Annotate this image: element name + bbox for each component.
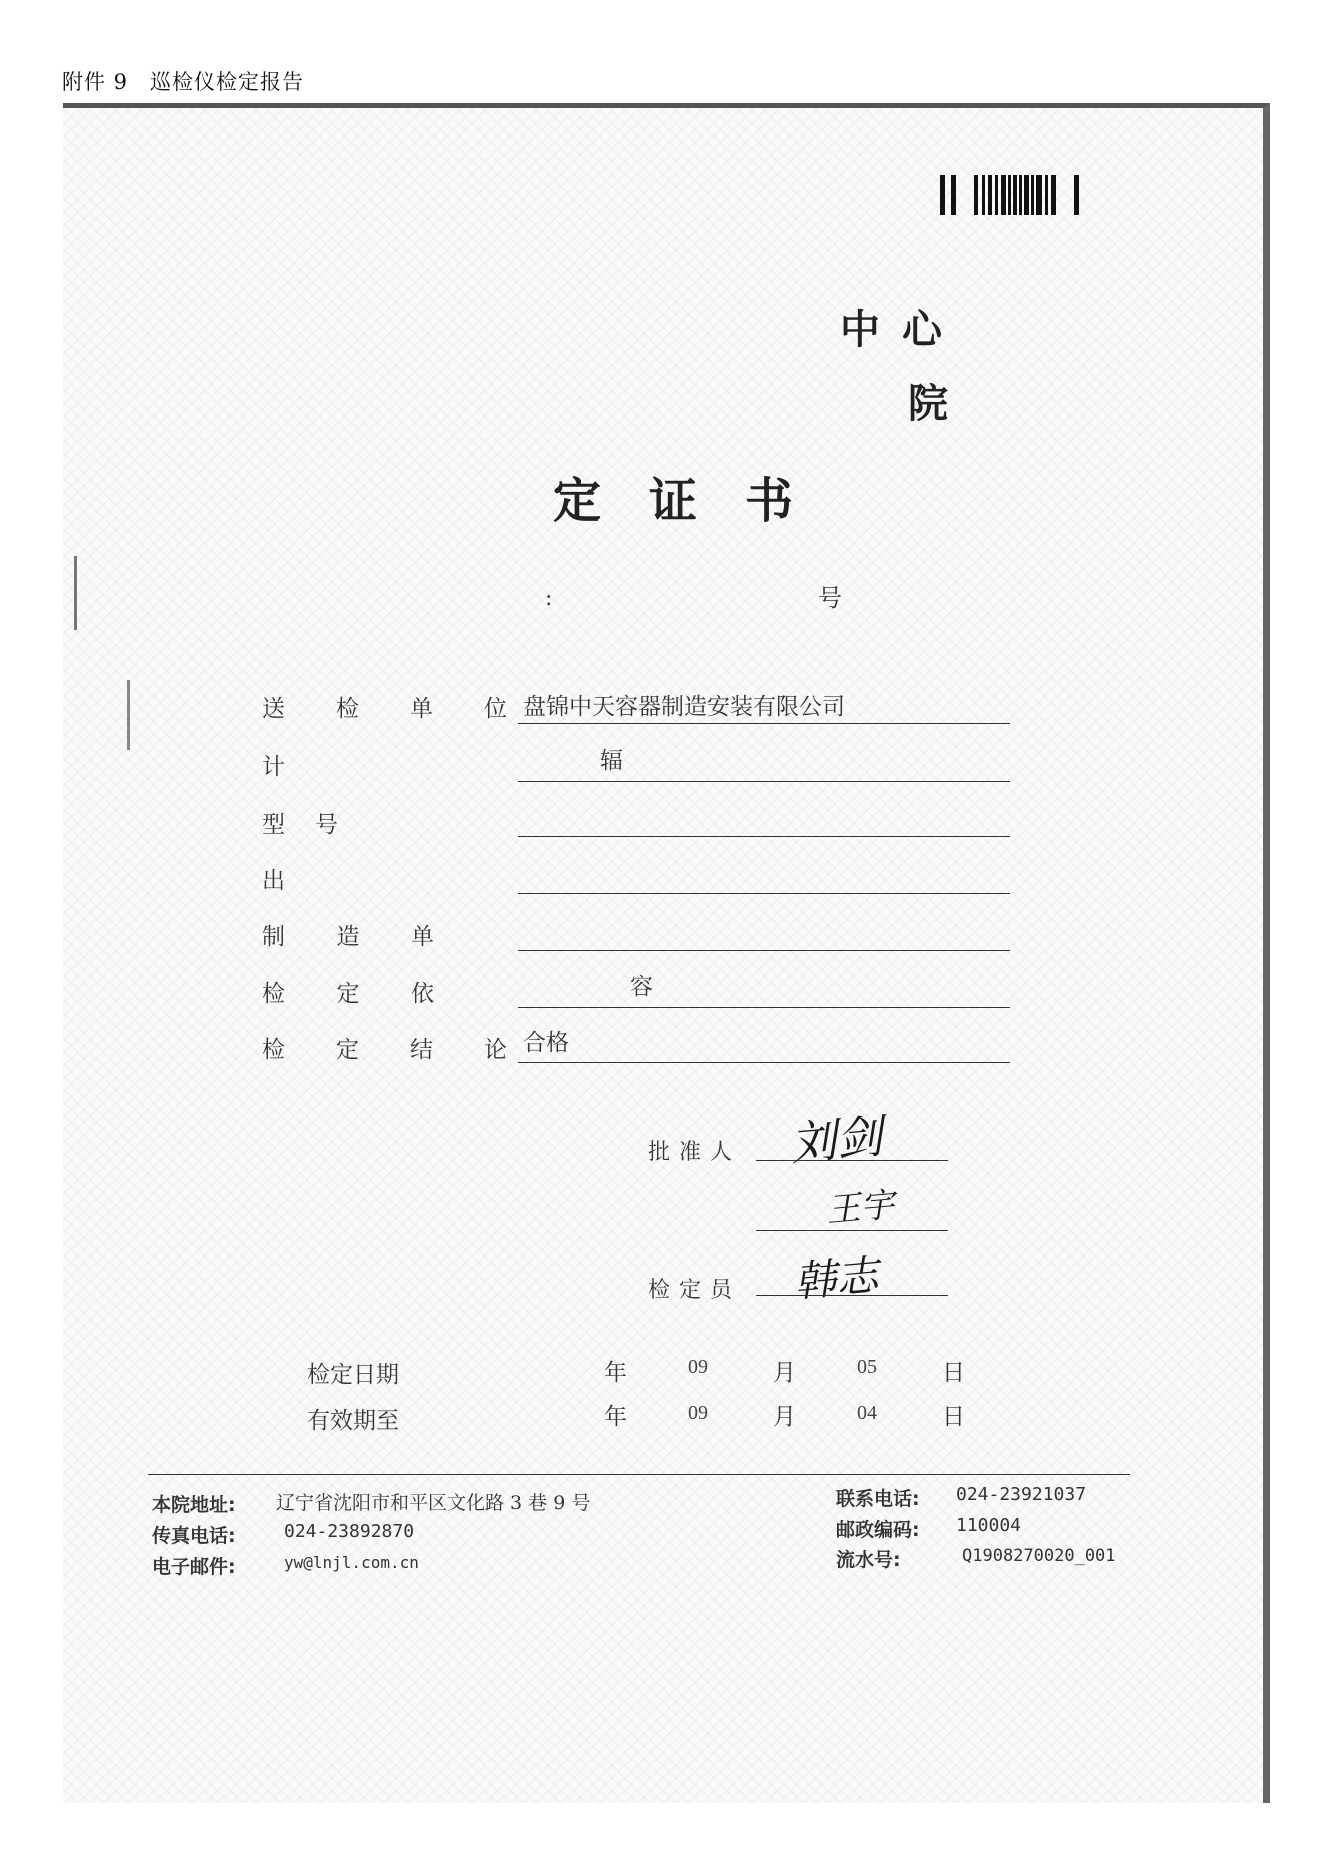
label-char: 送 <box>262 696 285 722</box>
field-underline <box>518 950 1010 951</box>
label-char: 检 <box>262 981 285 1007</box>
fax-label: 传真电话: <box>152 1525 236 1547</box>
signature-underline <box>756 1295 948 1296</box>
field-value-conclusion: 合格 <box>523 1030 569 1056</box>
certificate-number-colon: : <box>545 586 553 611</box>
issuer-name-line2: 院 <box>908 381 948 427</box>
certificate-number-suffix: 号 <box>818 584 842 612</box>
field-label-model <box>262 806 507 839</box>
address-value: 辽宁省沈阳市和平区文化路 3 巷 9 号 <box>276 1492 591 1514</box>
barcode-bar <box>1019 175 1022 215</box>
barcode-bar <box>940 175 945 215</box>
label-char: 号 <box>315 812 338 838</box>
barcode-bar <box>1024 175 1029 215</box>
serial-value: Q1908270020_001 <box>962 1546 1116 1566</box>
verification-date-label: 检定日期 <box>307 1362 399 1388</box>
barcode-bar <box>1008 175 1011 215</box>
barcode-bar <box>1036 175 1042 215</box>
barcode-bar <box>988 175 992 215</box>
field-label-manufacturer <box>262 918 434 951</box>
verification-date-year-unit: 年 <box>604 1360 627 1386</box>
field-label-instrument: 计 <box>262 754 285 780</box>
barcode-bar <box>1001 175 1006 215</box>
field-value-instrument: 辐 <box>600 748 623 774</box>
email-value: yw@lnjl.com.cn <box>284 1553 419 1572</box>
label-char: 论 <box>484 1037 507 1063</box>
barcode-bar <box>1031 175 1034 215</box>
label-char: 单 <box>410 696 433 722</box>
field-underline <box>518 836 1010 837</box>
field-label-conclusion <box>262 1031 507 1064</box>
phone-label: 联系电话: <box>836 1488 920 1510</box>
barcode-bar <box>1074 175 1079 215</box>
field-underline <box>518 1062 1010 1063</box>
signature-underline <box>756 1230 948 1231</box>
label-char: 型 <box>262 812 285 838</box>
label-char: 结 <box>410 1037 433 1063</box>
verifier-signature: 韩志 <box>792 1250 881 1307</box>
barcode-bar <box>951 175 956 215</box>
footer-rule <box>148 1474 1130 1475</box>
label-char: 单 <box>411 924 434 950</box>
label-char: 定 <box>336 981 360 1007</box>
label-char: 制 <box>262 924 285 950</box>
document-caption: 附件 9 巡检仪检定报告 <box>62 70 305 94</box>
postcode-value: 110004 <box>956 1515 1022 1536</box>
field-underline <box>518 723 1010 724</box>
valid-until-month-unit: 月 <box>773 1404 796 1430</box>
field-label-submitting-unit <box>262 690 507 723</box>
phone-value: 024-23921037 <box>956 1484 1087 1505</box>
valid-until-month: 09 <box>688 1402 708 1424</box>
postcode-label: 邮政编码: <box>836 1519 920 1541</box>
valid-until-year-unit: 年 <box>604 1404 627 1430</box>
issuer-name-line1: 中心 <box>840 307 964 353</box>
label-char: 定 <box>336 1037 359 1063</box>
approver-signature: 刘剑 <box>788 1109 885 1171</box>
label-char: 检 <box>262 1037 285 1063</box>
serial-label: 流水号: <box>836 1549 901 1571</box>
certificate-title: 定证书 <box>553 473 842 529</box>
label-char: 造 <box>336 924 360 950</box>
barcode <box>940 175 1079 215</box>
label-char: 检 <box>336 696 359 722</box>
barcode-bar <box>974 175 978 215</box>
barcode-bar <box>1051 175 1056 215</box>
field-label-verification-basis <box>262 975 434 1008</box>
label-char: 依 <box>411 981 434 1007</box>
label-char: 位 <box>484 696 507 722</box>
signature-underline <box>756 1160 948 1161</box>
barcode-bar <box>982 175 985 215</box>
valid-until-day-unit: 日 <box>942 1404 965 1430</box>
scan-edge-mark <box>74 556 77 630</box>
barcode-bar <box>1045 175 1048 215</box>
barcode-bar <box>995 175 998 215</box>
approver-label: 批准人 <box>648 1140 742 1165</box>
valid-until-label: 有效期至 <box>307 1408 399 1434</box>
checker-signature: 王宇 <box>824 1185 896 1231</box>
field-value-verification-basis: 容 <box>630 974 653 1000</box>
barcode-bar <box>1013 175 1017 215</box>
field-value-submitting-unit: 盘锦中天容器制造安装有限公司 <box>523 694 845 720</box>
field-underline <box>518 893 1010 894</box>
verification-date-month-unit: 月 <box>773 1360 796 1386</box>
verification-date-month: 09 <box>688 1356 708 1378</box>
field-label-factory-number: 出 <box>262 868 285 894</box>
address-label: 本院地址: <box>152 1494 236 1516</box>
valid-until-day: 04 <box>857 1402 877 1424</box>
email-label: 电子邮件: <box>152 1556 236 1578</box>
fax-value: 024-23892870 <box>284 1521 415 1542</box>
verification-date-day-unit: 日 <box>942 1360 965 1386</box>
scan-edge-mark <box>127 680 130 750</box>
verifier-label: 检定员 <box>648 1278 742 1303</box>
field-underline <box>518 1007 1010 1008</box>
field-underline <box>518 781 1010 782</box>
verification-date-day: 05 <box>857 1356 877 1378</box>
